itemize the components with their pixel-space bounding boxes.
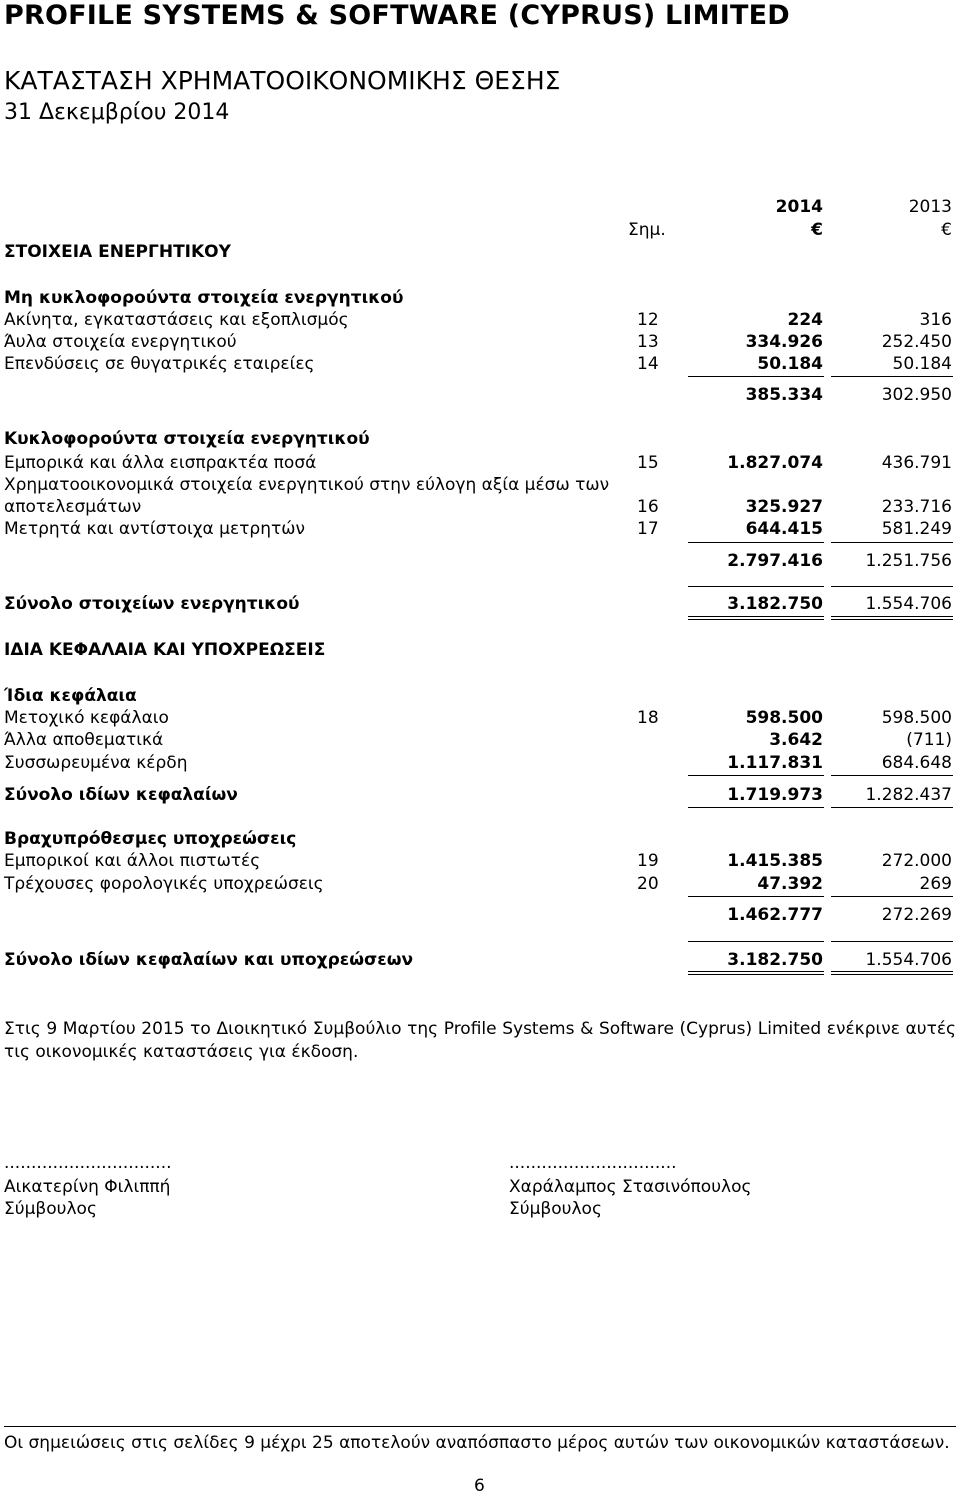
total-2014: 3.182.750 [727, 594, 823, 614]
equity-total-label: Σύνολο ιδίων κεφαλαίων [4, 785, 238, 805]
column-note-header: Σημ. [628, 220, 666, 240]
row-value-2014: 224 [787, 310, 823, 330]
equity-liabilities-heading: ΙΔΙΑ ΚΕΦΑΛΑΙΑ ΚΑΙ ΥΠΟΧΡΕΩΣΕΙΣ [4, 640, 326, 660]
column-year-2014: 2014 [775, 197, 823, 217]
total-double-rule [831, 616, 953, 617]
row-value-2013: 252.450 [881, 332, 952, 352]
row-label: Μετοχικό κεφάλαιο [4, 708, 169, 728]
total-double-rule [831, 974, 953, 975]
row-value-2014: 644.415 [745, 519, 823, 539]
row-value-2013: 316 [919, 310, 952, 330]
row-value-2014: 598.500 [745, 708, 823, 728]
subtotal-row [0, 904, 960, 926]
total-double-rule [688, 616, 824, 617]
row-value-2013: 436.791 [881, 453, 952, 473]
row-label-continued: αποτελεσμάτων [4, 497, 142, 517]
row-label: Ακίνητα, εγκαταστάσεις και εξοπλισμός [4, 310, 349, 330]
row-note: 12 [637, 310, 659, 330]
subtotal-rule [831, 542, 953, 543]
table-row [0, 518, 960, 540]
row-label: Εμπορικά και άλλα εισπρακτέα ποσά [4, 453, 317, 473]
column-year-2013: 2013 [908, 197, 952, 217]
subtotal-rule [831, 775, 953, 776]
total-double-rule [831, 619, 953, 620]
row-value-2014: 50.184 [757, 354, 823, 374]
row-note: 15 [637, 453, 659, 473]
row-note: 17 [637, 519, 659, 539]
table-row [0, 452, 960, 474]
row-label: Χρηματοοικονομικά στοιχεία ενεργητικού στην εύλογη αξία μέσω των [4, 475, 610, 495]
row-note: 18 [637, 708, 659, 728]
row-value-2013: 598.500 [881, 708, 952, 728]
total-double-rule [688, 971, 824, 972]
subtotal-2013: 1.251.756 [865, 551, 952, 571]
subtotal-rule [831, 376, 953, 377]
table-row [0, 729, 960, 751]
column-currency-2014: € [811, 220, 823, 240]
row-value-2013: 233.716 [881, 497, 952, 517]
statement-date: 31 Δεκεμβρίου 2014 [4, 100, 230, 125]
total-rule [831, 941, 953, 942]
equity-heading: Ίδια κεφάλαια [4, 686, 137, 706]
total-row [0, 593, 960, 615]
noncurrent-assets-heading: Μη κυκλοφορούντα στοιχεία ενεργητικού [4, 288, 404, 308]
signatory-role-left: Σύμβουλος [4, 1199, 97, 1219]
subtotal-row [0, 550, 960, 572]
row-note: 14 [637, 354, 659, 374]
grand-total-2014: 3.182.750 [727, 950, 823, 970]
row-value-2014: 3.642 [769, 730, 823, 750]
total-2013: 1.554.706 [865, 594, 952, 614]
page-number: 6 [474, 1476, 485, 1496]
row-label: Άυλα στοιχεία ενεργητικού [4, 332, 237, 352]
row-value-2013: 272.000 [881, 851, 952, 871]
row-value-2014: 1.117.831 [727, 753, 823, 773]
subtotal-rule [688, 775, 824, 776]
row-note: 16 [637, 497, 659, 517]
row-value-2013: (711) [906, 730, 952, 750]
equity-total-2013: 1.282.437 [865, 785, 952, 805]
row-label: Επενδύσεις σε θυγατρικές εταιρείες [4, 354, 315, 374]
subtotal-rule [831, 896, 953, 897]
signatory-name-left: Αικατερίνη Φιλιππή [4, 1177, 171, 1197]
table-row-label-line1 [0, 474, 960, 496]
grand-total-2013: 1.554.706 [865, 950, 952, 970]
row-label: Άλλα αποθεματικά [4, 730, 164, 750]
row-note: 19 [637, 851, 659, 871]
signature-dots-right: ............................... [509, 1153, 677, 1173]
row-label: Μετρητά και αντίστοιχα μετρητών [4, 519, 305, 539]
table-row [0, 496, 960, 518]
total-label: Σύνολο στοιχείων ενεργητικού [4, 594, 300, 614]
assets-heading: ΣΤΟΙΧΕΙΑ ΕΝΕΡΓΗΤΙΚΟΥ [4, 242, 231, 262]
row-label: Συσσωρευμένα κέρδη [4, 753, 188, 773]
footer-note: Οι σημειώσεις στις σελίδες 9 μέχρι 25 αποτελούν αναπόσπαστο μέρος αυτών των οικονομικών καταστάσεων. [4, 1426, 956, 1453]
approval-paragraph: Στις 9 Μαρτίου 2015 το Διοικητικό Συμβούλιο της Profile Systems & Software (Cyprus) Limited ενέκρινε αυτές τις οικονομικές καταστάσεις για έκδοση. [4, 1019, 956, 1062]
subtotal-rule [688, 376, 824, 377]
subtotal-rule [688, 896, 824, 897]
total-rule [831, 586, 953, 587]
table-row [0, 873, 960, 895]
row-value-2014: 1.827.074 [727, 453, 823, 473]
row-note: 13 [637, 332, 659, 352]
table-row [0, 752, 960, 774]
signatory-name-right: Χαράλαμπος Στασινόπουλος [509, 1177, 752, 1197]
row-label: Τρέχουσες φορολογικές υποχρεώσεις [4, 874, 324, 894]
row-value-2014: 334.926 [745, 332, 823, 352]
subtotal-rule [831, 807, 953, 808]
table-row [0, 850, 960, 872]
company-name: PROFILE SYSTEMS & SOFTWARE (CYPRUS) LIMITED [4, 0, 790, 31]
current-assets-heading: Κυκλοφορούντα στοιχεία ενεργητικού [4, 429, 370, 449]
total-rule [688, 586, 824, 587]
row-value-2013: 269 [919, 874, 952, 894]
signature-dots-left: ............................... [4, 1153, 172, 1173]
statement-title: ΚΑΤΑΣΤΑΣΗ ΧΡΗΜΑΤΟΟΙΚΟΝΟΜΙΚΗΣ ΘΕΣΗΣ [4, 66, 561, 95]
row-value-2013: 50.184 [892, 354, 952, 374]
total-double-rule [688, 974, 824, 975]
subtotal-2014: 2.797.416 [727, 551, 823, 571]
row-value-2014: 1.415.385 [727, 851, 823, 871]
row-note: 20 [637, 874, 659, 894]
total-double-rule [831, 971, 953, 972]
subtotal-2013: 302.950 [881, 385, 952, 405]
subtotal-rule [688, 542, 824, 543]
table-row [0, 707, 960, 729]
equity-total-2014: 1.719.973 [727, 785, 823, 805]
row-value-2014: 47.392 [757, 874, 823, 894]
row-label: Εμπορικοί και άλλοι πιστωτές [4, 851, 261, 871]
subtotal-2014: 385.334 [745, 385, 823, 405]
subtotal-2013: 272.269 [881, 905, 952, 925]
total-row [0, 949, 960, 971]
table-row [0, 331, 960, 353]
row-value-2014: 325.927 [745, 497, 823, 517]
current-liabilities-heading: Βραχυπρόθεσμες υποχρεώσεις [4, 829, 297, 849]
subtotal-rule [688, 807, 824, 808]
row-value-2013: 581.249 [881, 519, 952, 539]
subtotal-row [0, 384, 960, 406]
total-double-rule [688, 619, 824, 620]
total-rule [688, 941, 824, 942]
signatory-role-right: Σύμβουλος [509, 1199, 602, 1219]
row-value-2013: 684.648 [881, 753, 952, 773]
grand-total-label: Σύνολο ιδίων κεφαλαίων και υποχρεώσεων [4, 950, 414, 970]
table-row [0, 309, 960, 331]
column-currency-2013: € [941, 220, 952, 240]
subtotal-2014: 1.462.777 [727, 905, 823, 925]
subtotal-row [0, 784, 960, 806]
table-row [0, 353, 960, 375]
